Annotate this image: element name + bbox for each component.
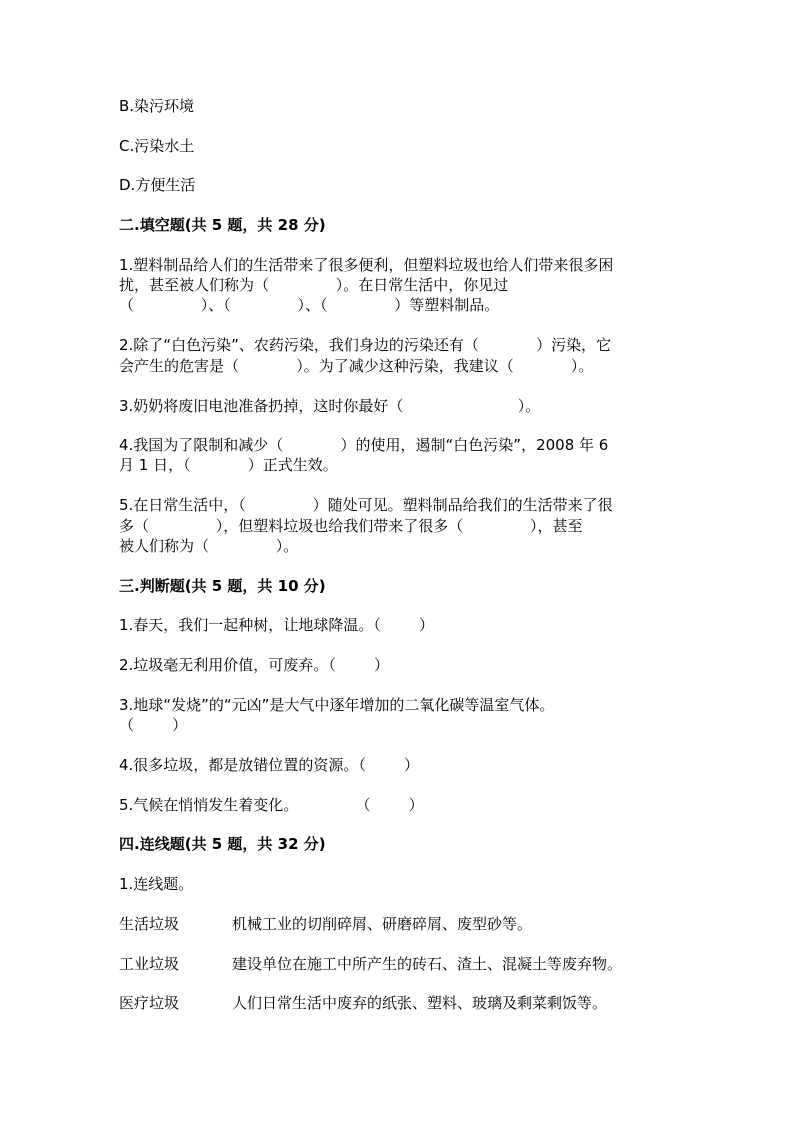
fill-q4-line2: 月 1 日，（ ）正式生效。: [119, 456, 338, 474]
option-d: D.方便生活: [119, 176, 196, 194]
tf-q5: 5.气候在悄悄发生着变化。 （ ）: [119, 796, 424, 814]
match-row-left[interactable]: 医疗垃圾: [119, 994, 180, 1012]
fill-q1-line2: 扰，甚至被人们称为（ ）。在日常生活中，你见过: [119, 276, 509, 294]
match-row-right[interactable]: 机械工业的切削碎屑、研磨碎屑、废型砂等。: [232, 915, 533, 933]
fill-q5-line3: 被人们称为（ ）。: [119, 537, 299, 555]
section-heading-true-false: 三.判断题(共 5 题，共 10 分): [119, 577, 326, 595]
fill-q5-line1: 5.在日常生活中，（ ）随处可见。塑料制品给我们的生活带来了很: [119, 496, 613, 514]
fill-q1-line1: 1.塑料制品给人们的生活带来了很多便利，但塑料垃圾也给人们带来很多困: [119, 256, 614, 274]
fill-q2-line2: 会产生的危害是（ ）。为了减少这种污染，我建议（ ）。: [119, 357, 594, 375]
fill-q3: 3.奶奶将废旧电池准备扔掉，这时你最好（ ）。: [119, 397, 541, 415]
fill-q1-line3: （ ）、（ ）、（ ）等塑料制品。: [119, 296, 500, 314]
match-row-right[interactable]: 人们日常生活中废弃的纸张、塑料、玻璃及剩菜剩饭等。: [232, 994, 608, 1012]
fill-q5-line2: 多（ ），但塑料垃圾也给我们带来了很多（ ），甚至: [119, 517, 583, 535]
fill-q4-line1: 4.我国为了限制和减少（ ）的使用，遏制“白色污染”，2008 年 6: [119, 436, 609, 454]
option-c: C.污染水土: [119, 137, 195, 155]
match-row-left[interactable]: 生活垃圾: [119, 915, 180, 933]
tf-q3-line1: 3.地球“发烧”的“元凶”是大气中逐年增加的二氧化碳等温室气体。: [119, 696, 555, 714]
option-b: B.染污环境: [119, 97, 195, 115]
tf-q4: 4.很多垃圾，都是放错位置的资源。（ ）: [119, 756, 419, 774]
match-row-right[interactable]: 建设单位在施工中所产生的砖石、渣土、混凝土等废弃物。: [232, 955, 623, 973]
tf-q2: 2.垃圾毫无利用价值，可废弃。（ ）: [119, 656, 389, 674]
section-heading-matching: 四.连线题(共 5 题，共 32 分): [119, 835, 326, 853]
fill-q2-line1: 2.除了“白色污染”、农药污染，我们身边的污染还有（ ）污染，它: [119, 336, 612, 354]
tf-q1: 1.春天，我们一起种树，让地球降温。（ ）: [119, 616, 434, 634]
section-heading-fill-blank: 二.填空题(共 5 题，共 28 分): [119, 216, 326, 234]
match-q1: 1.连线题。: [119, 875, 194, 893]
tf-q3-line2: （ ）: [119, 716, 188, 734]
match-row-left[interactable]: 工业垃圾: [119, 955, 180, 973]
